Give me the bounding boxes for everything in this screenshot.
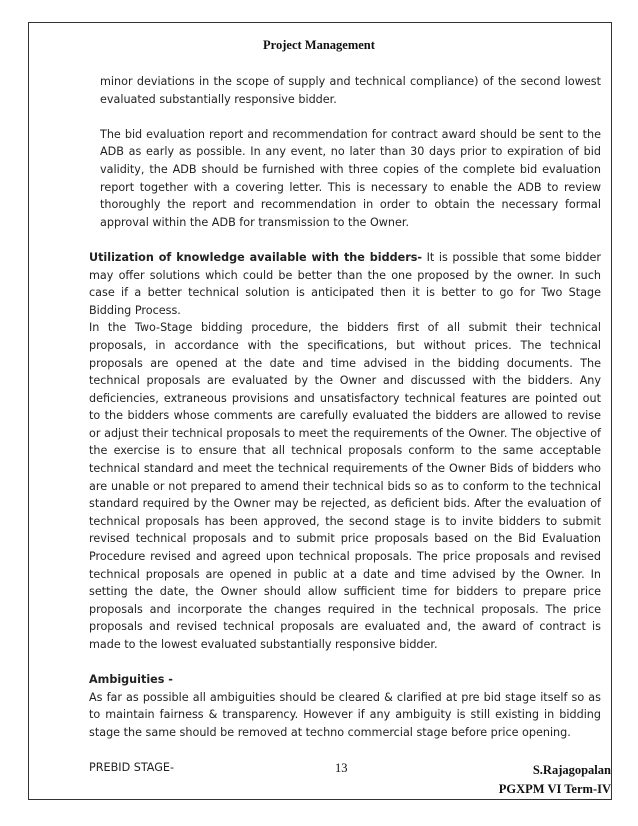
utilization-text: It is possible that some bidder may offer solutions which could be better than the one proposed by the owner. In such case if a better technical solution is anticipated then it is better to go for Two Stage Bidding Process. <box>89 250 601 317</box>
page-header-title: Project Management <box>263 38 375 52</box>
page-number: 13 <box>335 761 348 775</box>
document-body <box>89 73 601 777</box>
footer-author: S.Rajagopalan <box>532 763 611 777</box>
paragraph-two-stage-bidding: In the Two-Stage bidding procedure, the bidders first of all submit their technical proposals, in accordance with the specifications, but without prices. The technical proposals are opened at the date and time advised in the bidding documents. The technical proposals are evaluated by the Owner and discussed with the bidders. Any deficiencies, extraneous provisions and unsatisfactory technical features are pointed out to the bidders whose comments are carefully evaluated the bidders are allowed to revise or adjust their technical proposals to meet the requirements of the Owner. The objective of the exercise is to ensure that all technical proposals conform to the same acceptable technical standard and meet the technical requirements of the Owner Bids of bidders who are unable or not prepared to amend their technical bids so as to conform to the technical standard required by the Owner may be rejected, as deficient bids. After the evaluation of technical proposals has been approved, the second stage is to invite bidders to submit revised technical proposals and to submit price proposals based on the Bid Evaluation Procedure revised and agreed upon technical proposals. The price proposals and revised technical proposals are opened in public at a date and time advised by the Owner. In setting the date, the Owner should allow sufficient time for bidders to prepare price proposals and incorporate the changes required in the technical proposals. The price proposals and revised technical proposals are evaluated and, the award of contract is made to the lowest evaluated substantially responsive bidder. <box>89 321 601 651</box>
footer-author-block <box>499 761 611 799</box>
prebid-stage-heading: PREBID STAGE- <box>89 761 175 775</box>
heading-ambiguities: Ambiguities - <box>89 673 173 687</box>
footer-course: PGXPM VI Term-IV <box>498 782 611 796</box>
paragraph-ambiguities: As far as possible all ambiguities should be cleared & clarified at pre bid stage itself so as to maintain fairness & transparency. However if any ambiguity is still existing in bidding stage the same should be removed at techno commercial stage before price opening. <box>89 690 601 739</box>
paragraph-bid-evaluation-report: The bid evaluation report and recommendation for contract award should be sent to the ADB as early as possible. In any event, no later than 30 days prior to expiration of bid validity, the ADB should be furnished with three copies of the complete bid evaluation report together with a covering letter. This is necessary to enable the ADB to review thoroughly the report and recommendation in order to obtain the necessary formal approval within the ADB for transmission to the Owner. <box>100 127 601 229</box>
paragraph-continuation: minor deviations in the scope of supply and technical compliance) of the second lowest evaluated substantially responsive bidder. <box>100 75 601 106</box>
heading-utilization: Utilization of knowledge available with the bidders- <box>89 250 423 264</box>
paragraph-utilization <box>89 249 601 319</box>
